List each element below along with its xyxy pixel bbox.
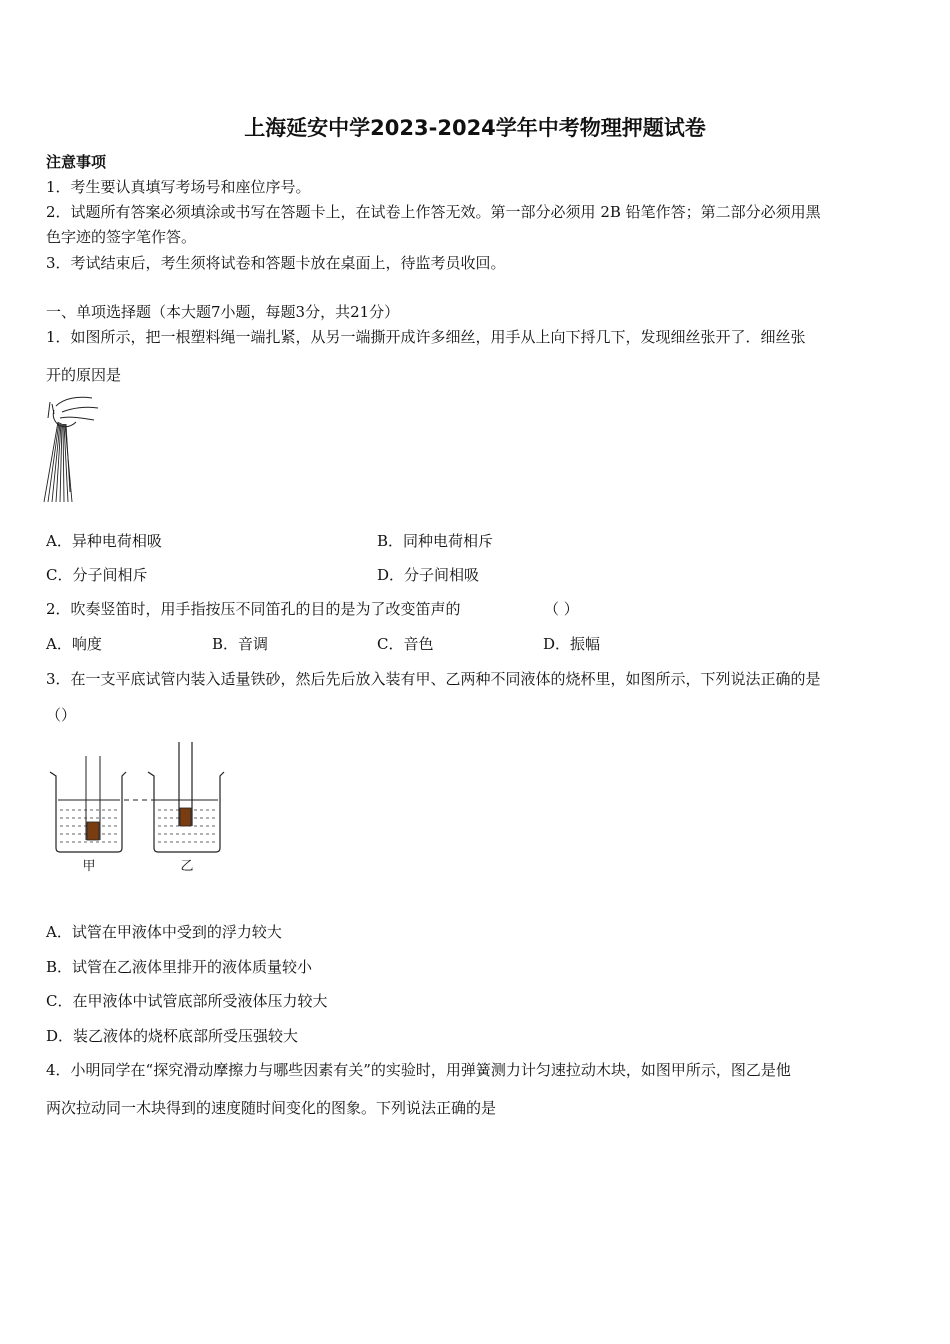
q1-figure-hand-strands (42, 392, 104, 504)
q3-option-b: B．试管在乙液体里排开的液体质量较小 (46, 958, 313, 976)
q4-stem: 4．小明同学在“探究滑动摩擦力与哪些因素有关”的实验时，用弹簧测力计匀速拉动木块，如图甲所示，图乙是他 (46, 1061, 791, 1079)
q3-option-a: A．试管在甲液体中受到的浮力较大 (46, 923, 282, 941)
q2-option-a: A．响度 (46, 635, 102, 653)
q2-answer-bracket: （ ） (544, 600, 579, 618)
q4-stem-cont: 两次拉动同一木块得到的速度随时间变化的图象。下列说法正确的是 (46, 1099, 497, 1117)
notice-item: 2．试题所有答案必须填涂或书写在答题卡上，在试卷上作答无效。第一部分必须用 2B 铅笔作答；第二部分必须用黑 (46, 203, 821, 221)
q1-stem: 1．如图所示，把一根塑料绳一端扎紧，从另一端撕开成许多细丝，用手从上向下捋几下，发现细丝张开了．细丝张 (46, 328, 806, 346)
q3-option-c: C．在甲液体中试管底部所受液体压力较大 (46, 992, 328, 1010)
q3-option-d: D．装乙液体的烧杯底部所受压强较大 (46, 1027, 299, 1045)
q3-stem: 3．在一支平底试管内装入适量铁砂，然后先后放入装有甲、乙两种不同液体的烧杯里，如图所示，下列说法正确的是 (46, 670, 821, 688)
q2-option-c: C．音色 (377, 635, 434, 653)
q1-option-d: D．分子间相吸 (377, 566, 480, 584)
page-title: 上海延安中学2023-2024学年中考物理押题试卷 (244, 116, 706, 140)
q3-stem-cont: （） (46, 706, 77, 724)
q1-option-c: C．分子间相斥 (46, 566, 148, 584)
q3-figure-beakers (46, 738, 226, 878)
q2-option-d: D．振幅 (543, 635, 601, 653)
section-heading: 一、单项选择题（本大题7小题，每题3分，共21分） (46, 303, 400, 321)
q1-option-b: B．同种电荷相斥 (377, 532, 494, 550)
notice-item: 3．考试结束后，考生须将试卷和答题卡放在桌面上，待监考员收回。 (46, 254, 506, 272)
notice-heading: 注意事项 (46, 153, 107, 171)
q2-option-b: B．音调 (212, 635, 269, 653)
q2-stem: 2．吹奏竖笛时，用手指按压不同笛孔的目的是为了改变笛声的 (46, 600, 461, 618)
q1-stem-cont: 开的原因是 (46, 366, 122, 384)
notice-item: 1．考生要认真填写考场号和座位序号。 (46, 178, 311, 196)
q1-option-a: A．异种电荷相吸 (46, 532, 162, 550)
beaker-label-jia: 甲 (82, 859, 96, 874)
beaker-label-yi: 乙 (180, 859, 194, 874)
notice-item: 色字迹的签字笔作答。 (46, 228, 197, 246)
